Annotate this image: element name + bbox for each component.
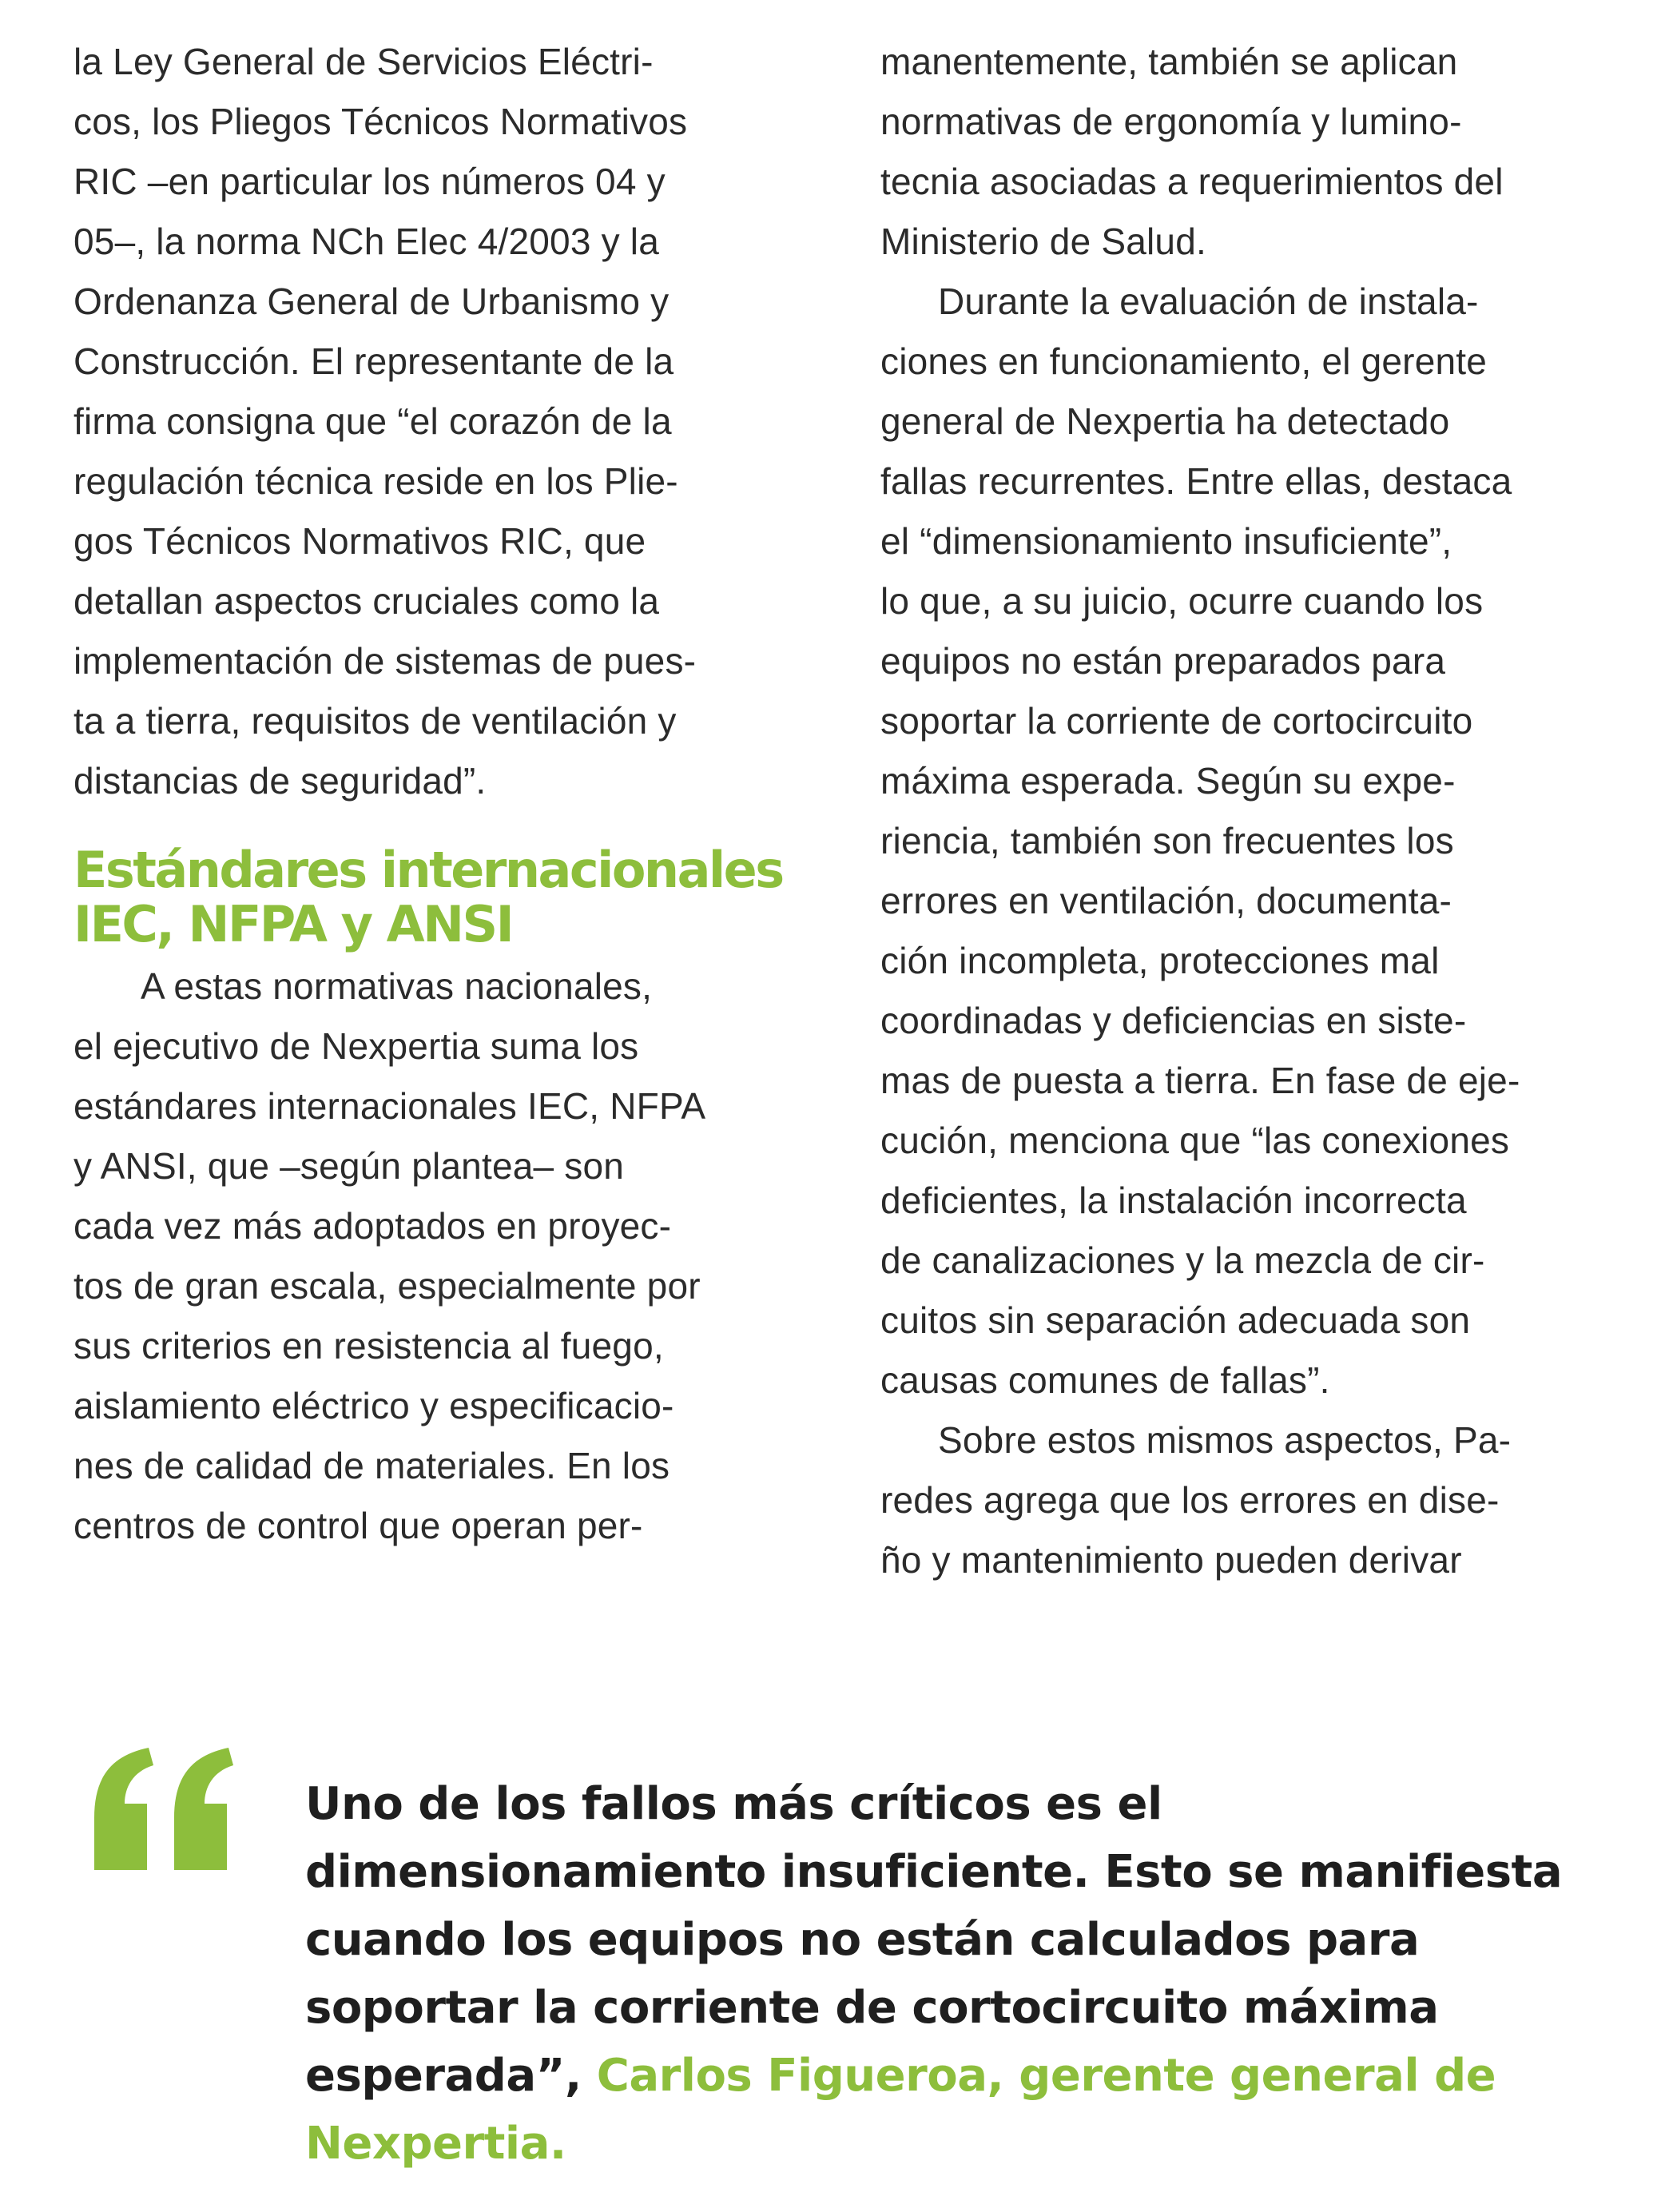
text-line: estándares internacionales IEC, NFPA <box>74 1085 706 1127</box>
pull-quote-line: dimensionamiento insuficiente. Esto se manifiesta <box>305 1846 1563 1898</box>
text-line: implementación de sistemas de pues- <box>74 640 697 682</box>
text-line: manentemente, también se aplican <box>880 41 1458 82</box>
text-line: gos Técnicos Normativos RIC, que <box>74 520 646 562</box>
text-line: causas comunes de fallas”. <box>880 1359 1330 1401</box>
text-line: equipos no están preparados para <box>880 640 1446 682</box>
pull-quote-end: esperada”, <box>305 2050 582 2102</box>
text-line: el “dimensionamiento insuficiente”, <box>880 520 1452 562</box>
text-line: firma consigna que “el corazón de la <box>74 400 672 442</box>
text-line: tos de gran escala, especialmente por <box>74 1265 701 1307</box>
text-line: general de Nexpertia ha detectado <box>880 400 1450 442</box>
text-line: regulación técnica reside en los Plie- <box>74 460 678 502</box>
text-line: detallan aspectos cruciales como la <box>74 580 660 622</box>
pull-quote-line: Uno de los fallos más críticos es el <box>305 1778 1162 1830</box>
text-line: Ministerio de Salud. <box>880 221 1206 262</box>
text-line: riencia, también son frecuentes los <box>880 820 1454 861</box>
text-line: lo que, a su juicio, ocurre cuando los <box>880 580 1484 622</box>
right-paragraph-3 <box>880 1410 1623 1590</box>
text-line: ta a tierra, requisitos de ventilación y <box>74 700 677 742</box>
section-heading-line: Estándares internacionales <box>74 841 783 899</box>
text-line: distancias de seguridad”. <box>74 760 487 802</box>
text-line: Construcción. El representante de la <box>74 340 674 382</box>
text-line: Ordenanza General de Urbanismo y <box>74 280 670 322</box>
pull-quote-line: soportar la corriente de cortocircuito máxima <box>305 1982 1439 2034</box>
right-paragraph-1 <box>880 32 1623 272</box>
text-line: 05–, la norma NCh Elec 4/2003 y la <box>74 221 659 262</box>
text-line: sus criterios en resistencia al fuego, <box>74 1325 664 1367</box>
text-line: ción incompleta, protecciones mal <box>880 940 1440 981</box>
text-line: normativas de ergonomía y lumino- <box>880 101 1462 142</box>
text-line: nes de calidad de materiales. En los <box>74 1445 670 1486</box>
text-line: coordinadas y deficiencias en siste- <box>880 1000 1467 1041</box>
text-line: deficientes, la instalación incorrecta <box>880 1180 1467 1221</box>
text-line: el ejecutivo de Nexpertia suma los <box>74 1025 639 1067</box>
text-line: máxima esperada. Según su expe- <box>880 760 1456 802</box>
text-line: redes agrega que los errores en dise- <box>880 1479 1500 1521</box>
quote-attribution: Carlos Figueroa, gerente general de <box>596 2050 1496 2102</box>
pull-quote <box>305 1770 1631 2178</box>
opening-quote-icon <box>86 1746 238 1874</box>
text-line: ño y mantenimiento pueden derivar <box>880 1539 1462 1581</box>
text-line: A estas normativas nacionales, <box>141 965 653 1007</box>
text-line: soportar la corriente de cortocircuito <box>880 700 1473 742</box>
text-line: aislamiento eléctrico y especificacio- <box>74 1385 674 1426</box>
right-paragraph-2 <box>880 272 1623 1410</box>
text-line: RIC –en particular los números 04 y <box>74 161 666 202</box>
text-line: y ANSI, que –según plantea– son <box>74 1145 625 1187</box>
text-line: la Ley General de Servicios Eléctri- <box>74 41 654 82</box>
pull-quote-line <box>305 2042 1631 2110</box>
text-line: cos, los Pliegos Técnicos Normativos <box>74 101 688 142</box>
left-paragraph-2 <box>74 957 817 1556</box>
section-heading-line: IEC, NFPA y ANSI <box>74 895 513 953</box>
text-line: ciones en funcionamiento, el gerente <box>880 340 1488 382</box>
text-line: cada vez más adoptados en proyec- <box>74 1205 672 1247</box>
text-line: cución, menciona que “las conexiones <box>880 1120 1510 1161</box>
text-line: cuitos sin separación adecuada son <box>880 1299 1471 1341</box>
left-column <box>74 32 817 1556</box>
quote-attribution-company: Nexpertia. <box>305 2118 566 2170</box>
left-paragraph-1 <box>74 32 817 811</box>
text-line: fallas recurrentes. Entre ellas, destaca <box>880 460 1512 502</box>
pull-quote-line: cuando los equipos no están calculados para <box>305 1914 1420 1966</box>
text-line: Durante la evaluación de instala- <box>938 280 1479 322</box>
text-line: Sobre estos mismos aspectos, Pa- <box>938 1419 1512 1461</box>
right-column <box>880 32 1623 1590</box>
text-line: tecnia asociadas a requerimientos del <box>880 161 1504 202</box>
text-line: de canalizaciones y la mezcla de cir- <box>880 1239 1485 1281</box>
section-heading <box>74 843 817 952</box>
text-line: mas de puesta a tierra. En fase de eje- <box>880 1060 1520 1101</box>
text-line: errores en ventilación, documenta- <box>880 880 1452 921</box>
text-line: centros de control que operan per- <box>74 1505 643 1546</box>
